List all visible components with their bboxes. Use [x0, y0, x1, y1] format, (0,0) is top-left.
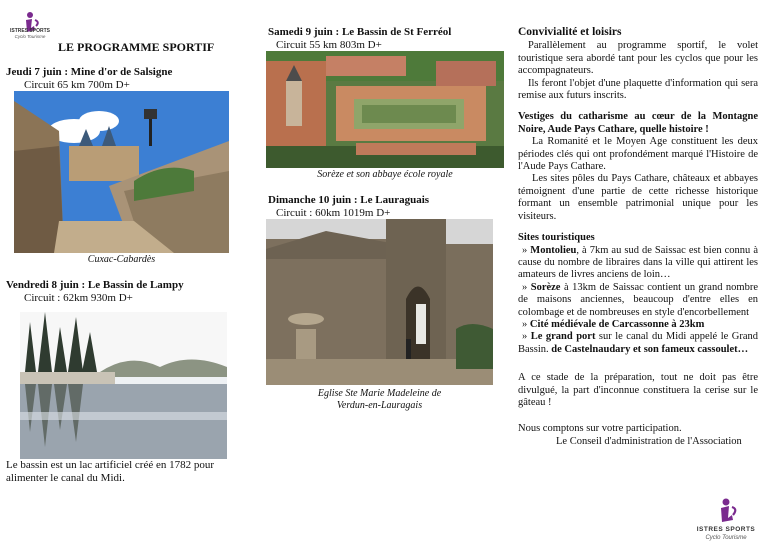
- site-soreze-text: à 13km de Saissac contient un grand nombre de maisons anciennes, beaucoup d'entre elles en colombage et de nombreuses en style d'encorbellement: [518, 281, 759, 318]
- day3-heading: Samedi 9 juin : Le Bassin de St Ferréol: [268, 26, 452, 38]
- day3-route: Circuit 55 km 803m D+: [276, 39, 382, 51]
- logo-top-sub: Cyclo Tourisme: [14, 34, 46, 39]
- site-soreze: [518, 282, 758, 319]
- day4-caption-line1: Eglise Ste Marie Madeleine de: [317, 388, 442, 399]
- day2-heading: Vendredi 8 juin : Le Bassin de Lampy: [6, 279, 184, 291]
- program-title: LE PROGRAMME SPORTIF: [58, 40, 215, 54]
- day4-heading: Dimanche 10 juin : Le Lauraguais: [268, 194, 430, 206]
- day1-caption: Cuxac-Cabardès: [87, 254, 156, 265]
- photo-cuxac-cabardes: [14, 91, 229, 253]
- logo-top-org: ISTRES SPORTS: [9, 28, 50, 34]
- day4-route: Circuit : 60km 1019m D+: [276, 207, 391, 219]
- istres-logo-icon: [704, 494, 748, 528]
- site-castelnaudary: de Castelnaudary et son fameux cassoulet…: [551, 343, 749, 355]
- photo-soreze-abbaye: [266, 51, 504, 168]
- bullet-icon: »: [522, 281, 531, 293]
- site-grand-port: [518, 331, 758, 356]
- day1-heading: Jeudi 7 juin : Mine d'or de Salsigne: [6, 66, 173, 78]
- day3-caption: Sorèze et son abbaye école royale: [317, 169, 453, 180]
- site-carcassonne: [518, 319, 758, 331]
- photo-bassin-lampy: [20, 312, 227, 459]
- heading-vestiges: Vestiges du catharisme au cœur de la Montagne Noire, Aude Pays Cathare, quelle histoire !: [518, 111, 758, 135]
- site-montolieu: [518, 245, 758, 282]
- site-grand-port-name: Le grand port: [530, 331, 596, 343]
- para-preparation: A ce stade de la préparation, tout ne doit pas être divulgué, la part d'inconnue constituera la cerise sur le gâteau !: [518, 372, 758, 408]
- bullet-icon: »: [522, 318, 530, 330]
- site-grand-port-text: sur le canal du Midi appelé le Grand Bassin.: [518, 331, 759, 355]
- photo-eglise-verdun: [266, 219, 493, 385]
- day4-caption-line2: Verdun-en-Lauragais: [336, 400, 423, 411]
- bullet-icon: »: [522, 244, 531, 256]
- para-plaquette: Ils feront l'objet d'une plaquette d'information qui sera remise aux futurs inscrits.: [518, 77, 758, 102]
- column-3: [518, 26, 758, 448]
- logo-bottom-sub: Cyclo Tourisme: [705, 535, 747, 541]
- para-participation: Nous comptons sur votre participation.: [518, 423, 682, 435]
- heading-sites: Sites touristiques: [518, 232, 595, 244]
- signature: Le Conseil d'administration de l'Association: [556, 435, 742, 447]
- heading-convivialite: Convivialité et loisirs: [518, 26, 622, 38]
- para-romanite: La Romanité et le Moyen Age constituent les deux périodes clés qui ont profondément marqué l'Histoire de l'Aude Pays Cathare.: [518, 136, 758, 173]
- site-soreze-name: Sorèze: [530, 281, 561, 293]
- logo-bottom: [704, 494, 748, 528]
- site-montolieu-text: , à 7km au sud de Saissac est bien connu à cause du nombre de libraires dans la ville qui attirent les amateurs de livres anciens de loin…: [518, 244, 758, 281]
- para-parallelement: Parallèlement au programme sportif, le volet touristique sera abordé tant pour les cyclos que pour les accompagnateurs.: [518, 40, 758, 77]
- bullet-icon: »: [522, 331, 531, 343]
- day2-text: Le bassin est un lac artificiel créé en 1782 pour alimenter le canal du Midi.: [6, 459, 215, 484]
- site-carcassonne-name: Cité médiévale de Carcassonne à 23km: [529, 318, 705, 330]
- site-montolieu-name: Montolieu: [530, 244, 577, 256]
- logo-bottom-org: ISTRES SPORTS: [696, 526, 756, 533]
- day2-route: Circuit : 62km 930m D+: [24, 292, 133, 304]
- day1-route: Circuit 65 km 700m D+: [24, 79, 130, 91]
- para-sites-poles: Les sites pôles du Pays Cathare, châteaux et abbayes témoignent d'une partie de cette richesse historique formant un ensemble patrimonial unique pour les visiteurs.: [518, 173, 758, 222]
